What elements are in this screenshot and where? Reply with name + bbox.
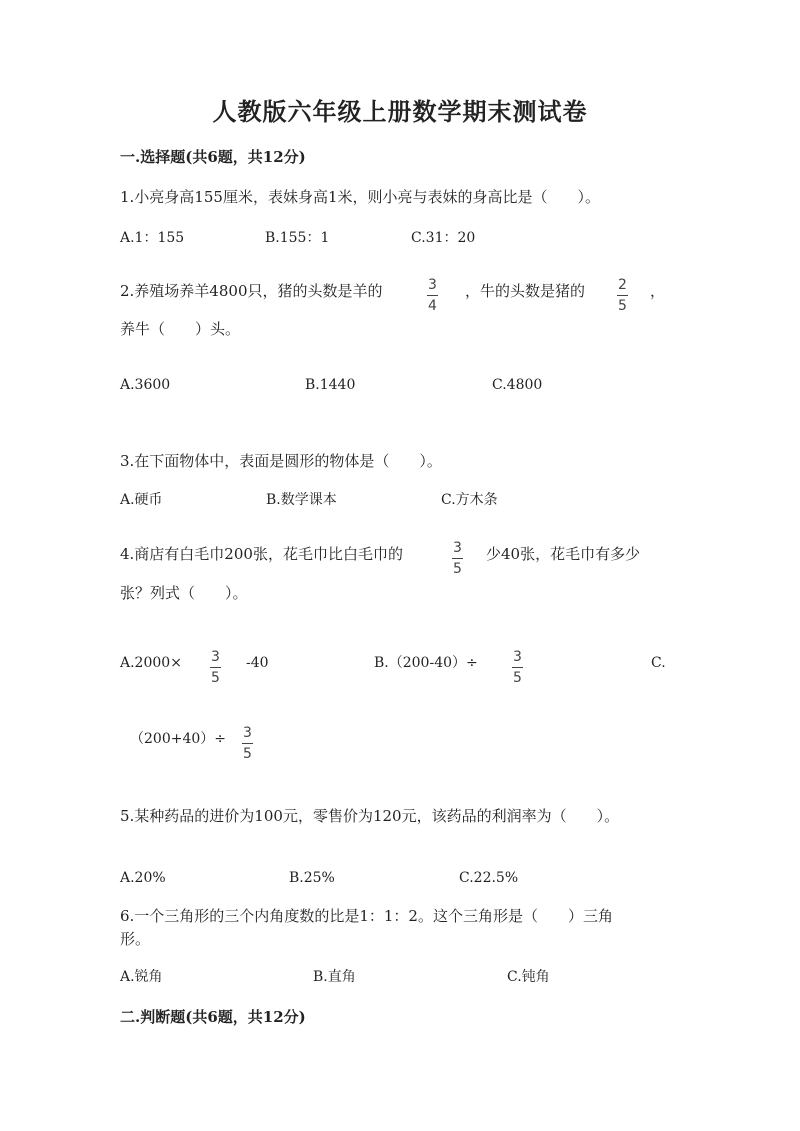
question-6-line-2: 形。 — [120, 930, 151, 948]
question-2-text-middle: ，牛的头数是猪的 — [465, 282, 586, 300]
fraction-numerator: 3 — [243, 725, 252, 741]
fraction-denominator: 4 — [428, 298, 437, 314]
question-2-line-2: 养牛（ ）头。 — [120, 320, 241, 338]
question-4-option-b: B.（200-40）÷ — [374, 655, 478, 671]
question-6-option-a: A.锐角 — [120, 969, 163, 985]
question-3-option-a: A.硬币 — [120, 492, 163, 508]
fraction-denominator: 5 — [211, 670, 220, 686]
question-5-option-b: B.25% — [289, 870, 335, 886]
fraction-bar — [427, 295, 438, 296]
fraction-denominator: 5 — [618, 298, 627, 314]
fraction-numerator: 2 — [618, 277, 627, 293]
fraction-denominator: 5 — [243, 746, 252, 762]
fraction-numerator: 3 — [453, 540, 462, 556]
question-1-option-c: C.31：20 — [411, 230, 476, 246]
question-3-option-b: B.数学课本 — [266, 492, 337, 508]
fraction-bar — [242, 743, 253, 744]
question-4-option-b-fraction — [512, 650, 523, 685]
question-4-option-a: A.2000× — [120, 655, 182, 671]
question-1-text: 1.小亮身高155厘米，表妹身高1米，则小亮与表妹的身高比是（ ）。 — [120, 188, 600, 206]
question-2-option-b: B.1440 — [305, 377, 356, 393]
fraction-bar — [512, 667, 523, 668]
question-5-option-a: A.20% — [120, 870, 166, 886]
question-2-text: 2.养殖场养羊4800只，猪的头数是羊的 — [120, 282, 383, 300]
question-4-text: 4.商店有白毛巾200张，花毛巾比白毛巾的 — [120, 545, 403, 563]
question-5-option-c: C.22.5% — [459, 870, 519, 886]
fraction-bar — [210, 667, 221, 668]
question-6-option-c: C.钝角 — [507, 969, 550, 985]
fraction-numerator: 3 — [513, 649, 522, 665]
question-4-option-a-end: -40 — [246, 655, 269, 671]
question-1-option-a: A.1：155 — [120, 230, 185, 246]
question-6-text: 6.一个三角形的三个内角度数的比是1：1：2。这个三角形是（ ）三角 — [120, 907, 613, 925]
fraction-denominator: 5 — [513, 670, 522, 686]
question-2-fraction-2 — [617, 278, 628, 313]
question-2-fraction-1 — [427, 278, 438, 313]
question-4-option-c: （200+40）÷ — [130, 731, 226, 747]
section-heading-judgement: 二.判断题(共6题，共12分) — [120, 1008, 306, 1026]
fraction-denominator: 5 — [453, 561, 462, 577]
fraction-bar — [452, 558, 463, 559]
question-4-option-c-fraction — [242, 726, 253, 761]
question-1-option-b: B.155：1 — [265, 230, 330, 246]
page-title: 人教版六年级上册数学期末测试卷 — [212, 97, 588, 126]
question-4-option-c-label: C. — [651, 655, 666, 671]
fraction-numerator: 3 — [428, 277, 437, 293]
question-3-text: 3.在下面物体中，表面是圆形的物体是（ ）。 — [120, 452, 442, 470]
question-2-text-end: ， — [650, 282, 666, 300]
fraction-bar — [617, 295, 628, 296]
question-4-text-end: 少40张，花毛巾有多少 — [486, 545, 641, 563]
question-4-line-2: 张？列式（ ）。 — [120, 584, 248, 602]
question-6-option-b: B.直角 — [313, 969, 356, 985]
fraction-numerator: 3 — [211, 649, 220, 665]
question-2-option-c: C.4800 — [492, 377, 543, 393]
question-4-fraction — [452, 541, 463, 576]
question-2-option-a: A.3600 — [120, 377, 171, 393]
question-4-option-a-fraction — [210, 650, 221, 685]
question-5-text: 5.某种药品的进价为100元，零售价为120元，该药品的利润率为（ ）。 — [120, 807, 620, 825]
question-3-option-c: C.方木条 — [441, 492, 498, 508]
section-heading-choice: 一.选择题(共6题，共12分) — [120, 148, 306, 166]
